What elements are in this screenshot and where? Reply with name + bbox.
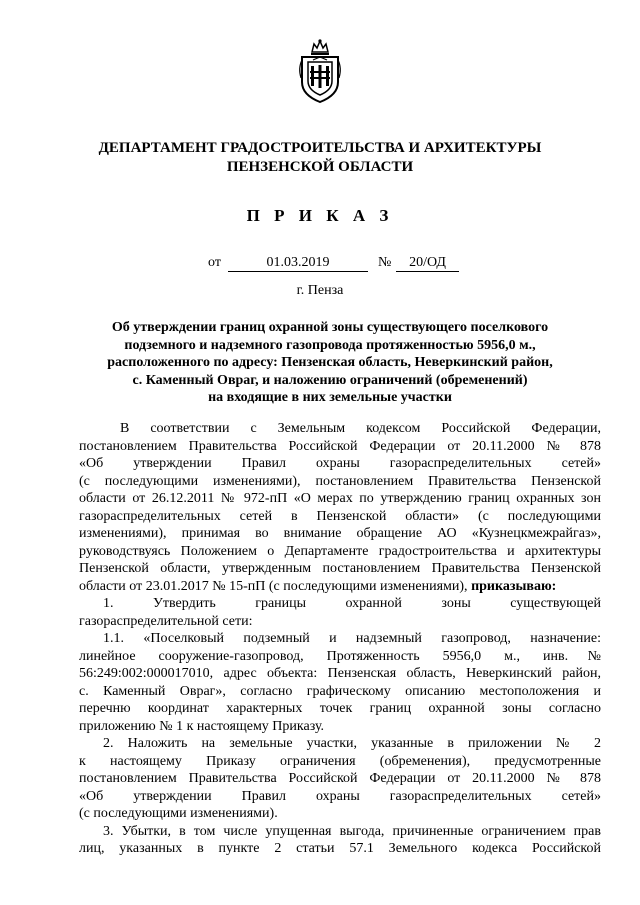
command-word: приказываю (471, 578, 552, 594)
body-line: постановлением Правительства Российской Федерации от 20.11.2000 № 878 (79, 438, 601, 454)
body-line: приложению № 1 к настоящему Приказу. (79, 718, 325, 734)
body-line: области от 23.01.2017 № 15-пП (с последующими изменениями), (79, 578, 472, 594)
subject-line: расположенного по адресу: Пензенская область, Неверкинский район, (107, 355, 553, 370)
body-line: 1. Утвердить границы охранной зоны существующей (103, 596, 601, 611)
subject-line: Об утверждении границ охранной зоны существующего поселкового (111, 320, 549, 335)
document-date: 01.03.2019 (228, 255, 368, 272)
city-name: г. Пенза (296, 283, 344, 298)
body-line: Пензенской области, утвержденным постановлением Правительства Пензенской (79, 561, 601, 576)
body-line: руководствуясь Положением о Департаменте градостроительства и архитектуры (79, 543, 601, 559)
body-line: области от 26.12.2011 № 972-пП «О мерах по утверждению границ охранных зон (79, 491, 601, 506)
subject-line: с. Каменный Овраг, и наложению ограничений (обременений) (132, 372, 528, 388)
body-line: В соответствии с Земельным кодексом Российской Федерации, (120, 421, 601, 436)
body-line: (с последующими изменениями). (79, 806, 278, 821)
subject-line: подземного и надземного газопровода протяженностью 5956,0 м., (124, 337, 536, 353)
document-body (79, 420, 601, 858)
body-line: газораспределительной сети: (79, 613, 253, 629)
body-line: «Об утверждении Правил охраны газораспределительных сетей» (79, 788, 601, 804)
date-prefix: от (208, 255, 221, 270)
document-number: 20/ОД (396, 255, 459, 272)
body-line: «Об утверждении Правил охраны газораспределительных сетей» (79, 456, 601, 471)
subject-line: на входящие в них земельные участки (208, 390, 452, 405)
body-line: 3. Убытки, в том числе упущенная выгода, причиненные ограничением прав (103, 823, 601, 839)
body-line: постановлением Правительства Российской Федерации от 20.11.2000 № 878 (79, 771, 601, 786)
number-prefix: № (378, 255, 392, 270)
body-line: линейное сооружение-газопровод, Протяженность 5956,0 м., инв.№ (79, 648, 601, 664)
body-line: 1.1. «Поселковый подземный и надземный газопровод, назначение: (103, 631, 601, 646)
organization-name-line2: ПЕНЗЕНСКОЙ ОБЛАСТИ (226, 159, 414, 175)
body-line: 2. Наложить на земельные участки, указанные в приложении № 2 (103, 736, 601, 751)
document-subject (60, 319, 600, 407)
body-line: (с последующими изменениями), постановлением Правительства Пензенской (79, 473, 601, 489)
command-colon: : (551, 578, 557, 594)
body-line: газораспределительных сетей в Пензенской области» (с последующими (79, 508, 601, 524)
body-line: лиц, указанных в пункте 2 статьи 57.1 Земельного кодекса Российской (79, 841, 601, 856)
body-line: к настоящему Приказу ограничения (обременения), предусмотренные (79, 753, 601, 769)
coat-of-arms-emblem (297, 38, 343, 104)
organization-name-line1: ДЕПАРТАМЕНТ ГРАДОСТРОИТЕЛЬСТВА И АРХИТЕКТУРЫ (98, 140, 542, 156)
document-type-title: П Р И К А З (246, 206, 394, 225)
body-line: 56:249:002:000017010, адрес объекта: Пензенская область, Неверкинский район, (79, 666, 601, 681)
body-line-command (79, 578, 601, 596)
body-line: изменениями), принимая во внимание обращение АО «Кузнецкмежрайгаз», (79, 526, 601, 541)
body-line: перечню координат характерных точек границ охранной зоны согласно (79, 701, 601, 716)
body-line: с. Каменный Овраг», согласно графическому описанию местоположения и (79, 683, 601, 699)
